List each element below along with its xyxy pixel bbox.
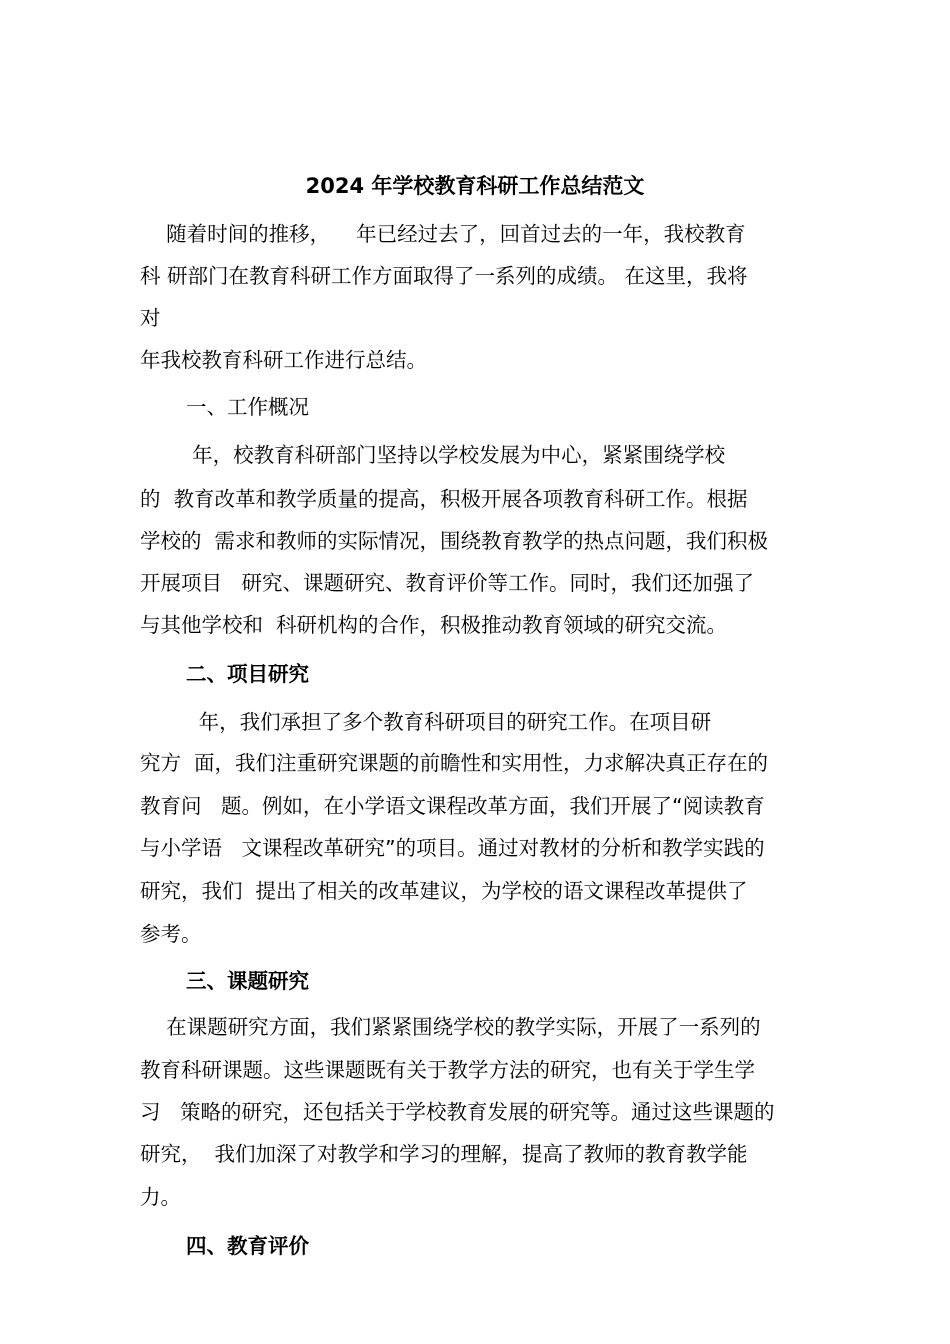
section-3-line-4: 研究， 我们加深了对教学和学习的理解，提高了教师的教育教学能 xyxy=(140,1142,748,1166)
section-2-line-3: 教育问 题。例如，在小学语文课程改革方面，我们开展了“阅读教育 xyxy=(140,794,765,818)
section-2-line-2: 究方 面，我们注重研究课题的前瞻性和实用性，力求解决真正存在的 xyxy=(140,751,769,775)
section-1-line-5: 与其他学校和 科研机构的合作，积极推动教育领域的研究交流。 xyxy=(140,613,728,637)
section-3-line-3: 习 策略的研究，还包括关于学校教育发展的研究等。通过这些课题的 xyxy=(140,1100,775,1124)
section-1-line-3: 学校的 需求和教师的实际情况，围绕教育教学的热点问题，我们积极 xyxy=(140,529,769,553)
section-1-line-1: 年，校教育科研部门坚持以学校发展为中心，紧紧围绕学校 xyxy=(140,443,726,467)
document-title: 2024 年学校教育科研工作总结范文 xyxy=(305,174,645,198)
section-2-line-5: 研究，我们 提出了相关的改革建议，为学校的语文课程改革提供了 xyxy=(140,879,748,903)
section-3-heading: 三、课题研究 xyxy=(186,969,309,993)
intro-line-2: 科 研部门在教育科研工作方面取得了一系列的成绩。 在这里，我将 xyxy=(140,264,748,288)
section-1-heading: 一、工作概况 xyxy=(186,395,309,419)
section-4-heading: 四、教育评价 xyxy=(186,1234,309,1258)
section-2-line-1: 年，我们承担了多个教育科研项目的研究工作。在项目研 xyxy=(140,710,712,734)
section-2-line-6: 参考。 xyxy=(140,922,202,946)
section-2-line-4: 与小学语 文课程改革研究”的项目。通过对教材的分析和教学实践的 xyxy=(140,836,765,860)
section-3-line-2: 教育科研课题。这些课题既有关于教学方法的研究，也有关于学生学 xyxy=(140,1058,755,1082)
intro-line-3: 对 xyxy=(140,306,161,330)
section-1-line-4: 开展项目 研究、课题研究、教育评价等工作。同时，我们还加强了 xyxy=(140,571,755,595)
section-1-line-2: 的 教育改革和教学质量的提高，积极开展各项教育科研工作。根据 xyxy=(140,487,748,511)
section-3-line-5: 力。 xyxy=(140,1185,181,1209)
section-2-heading: 二、项目研究 xyxy=(186,662,309,686)
intro-line-4: 年我校教育科研工作进行总结。 xyxy=(140,348,427,372)
section-3-line-1: 在课题研究方面，我们紧紧围绕学校的教学实际，开展了一系列的 xyxy=(140,1015,761,1039)
intro-line-1: 随着时间的推移， 年已经过去了，回首过去的一年，我校教育 xyxy=(140,222,746,246)
